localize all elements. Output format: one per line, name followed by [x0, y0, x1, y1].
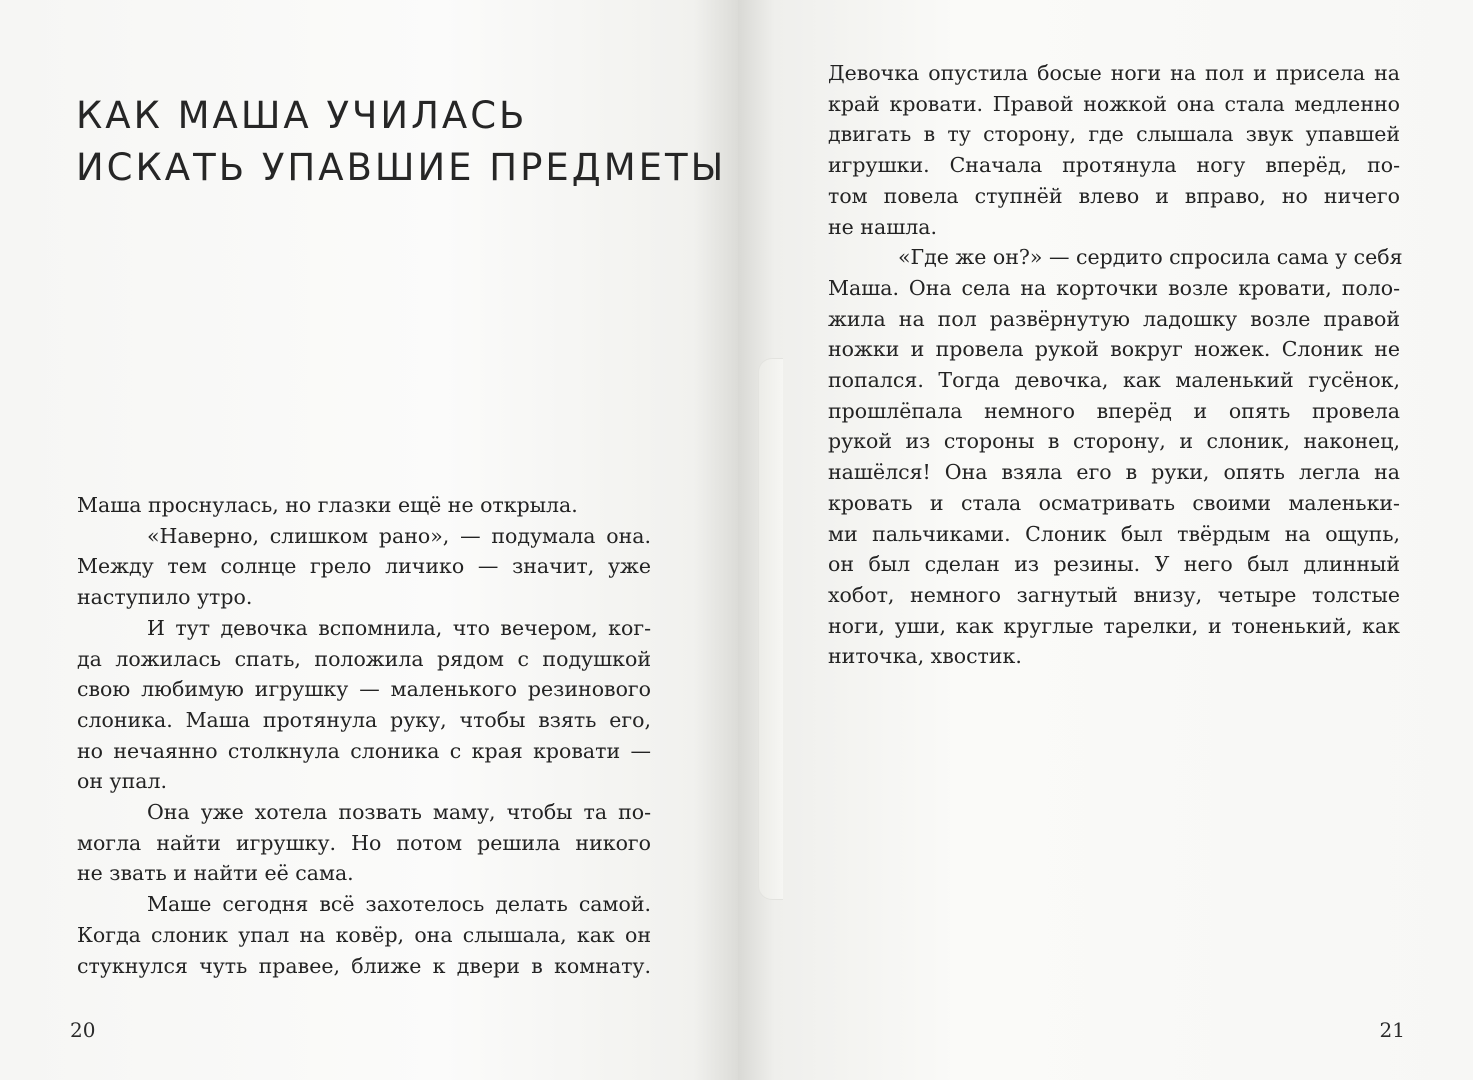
text-line: наступило утро. — [77, 585, 253, 610]
text-line: кровать и стала осматривать своими маленьки- — [828, 490, 1400, 515]
text-line: «Где же он?» — сердито спросила сама у себя — [898, 245, 1403, 270]
text-line: ми пальчиками. Слоник был твёрдым на ощупь, — [828, 521, 1400, 546]
text-line: не нашла. — [828, 214, 938, 239]
text-line: могла найти игрушку. Но потом решила никого — [77, 830, 651, 855]
text-line: нашёлся! Она взяла его в руки, опять легла на — [828, 460, 1400, 485]
text-line: хобот, немного загнутый внизу, четыре толстые — [828, 582, 1400, 607]
text-line: И тут девочка вспомнила, что вечером, ког- — [147, 615, 651, 640]
chapter-title-line: КАК МАША УЧИЛАСЬ — [76, 94, 528, 137]
text-line: игрушки. Сначала протянула ногу вперёд, по- — [828, 153, 1400, 178]
text-line: ножки и провела рукой вокруг ножек. Слоник не — [828, 337, 1400, 362]
page-number-left: 20 — [70, 1018, 96, 1042]
bookmark-shadow — [758, 358, 783, 900]
chapter-title-line: ИСКАТЬ УПАВШИЕ ПРЕДМЕТЫ — [76, 146, 727, 189]
text-line: да ложилась спать, положила рядом с подушкой — [77, 646, 651, 671]
text-line: он был сделан из резины. У него был длинный — [828, 552, 1400, 577]
text-line: Девочка опустила босые ноги на пол и присела на — [828, 61, 1400, 85]
text-line: Маше сегодня всё захотелось делать самой. — [147, 892, 651, 917]
text-line: стукнулся чуть правее, ближе к двери в комнату. — [77, 953, 651, 978]
text-line: ниточка, хвостик. — [828, 644, 1022, 669]
right-page-text — [828, 58, 1403, 672]
text-line: свою любимую игрушку — маленького резинового — [77, 677, 651, 702]
right-page — [738, 0, 1473, 1080]
text-line: рукой из стороны в сторону, и слоник, наконец, — [828, 429, 1400, 454]
text-line: Маша проснулась, но глазки ещё не открыла. — [77, 493, 578, 517]
text-line: ноги, уши, как круглые тарелки, и тоненький, как — [828, 613, 1400, 638]
left-page-text — [77, 490, 651, 981]
page-number-right: 21 — [1379, 1018, 1405, 1042]
text-line: «Наверно, слишком рано», — подумала она. — [147, 523, 651, 548]
text-line: том повела ступнёй влево и вправо, но ничего — [828, 183, 1400, 208]
text-line: попался. Тогда девочка, как маленький гусёнок, — [828, 368, 1400, 393]
text-line: двигать в ту сторону, где слышала звук упавшей — [828, 122, 1400, 147]
text-line: не звать и найти её сама. — [77, 861, 354, 886]
text-line: слоника. Маша протянула руку, чтобы взять его, — [77, 707, 651, 732]
text-line: но нечаянно столкнула слоника с края кровати — — [77, 738, 651, 763]
text-line: Она уже хотела позвать маму, чтобы та по- — [147, 800, 651, 825]
text-line: Между тем солнце грело личико — значит, уже — [77, 554, 651, 579]
text-line: он упал. — [77, 769, 168, 794]
text-line: Маша. Она села на корточки возле кровати, поло- — [828, 275, 1400, 300]
text-line: прошлёпала немного вперёд и опять провела — [828, 398, 1400, 423]
chapter-title — [76, 90, 727, 194]
text-line: Когда слоник упал на ковёр, она слышала, как он — [77, 922, 651, 947]
text-line: край кровати. Правой ножкой она стала медленно — [828, 91, 1400, 116]
text-line: жила на пол развёрнутую ладошку возле правой — [828, 306, 1400, 331]
